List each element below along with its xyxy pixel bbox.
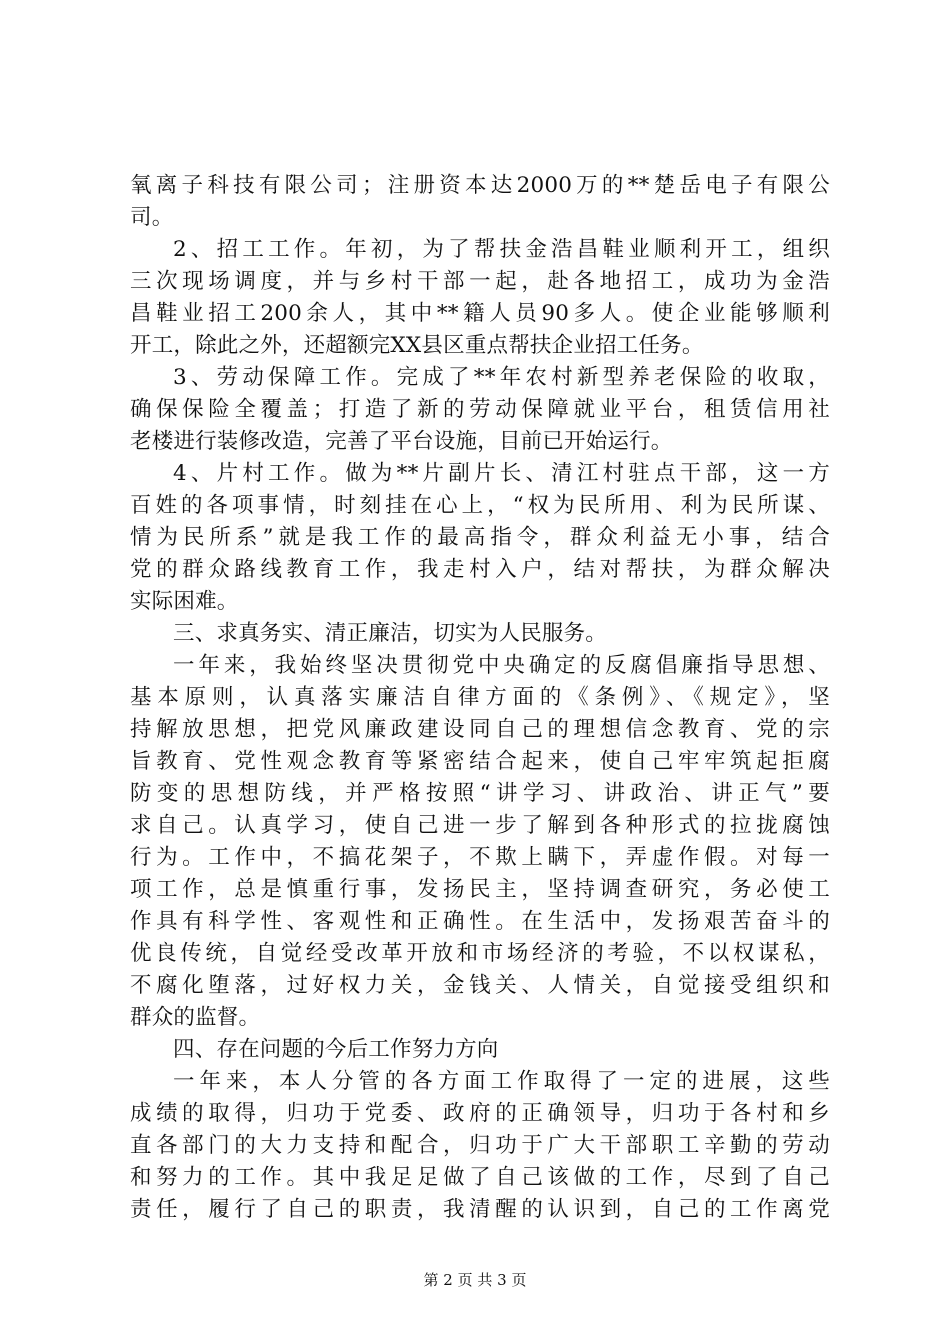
text-line: 三、求真务实、清正廉洁，切实为人民服务。 (173, 621, 608, 646)
text-line: 开工，除此之外，还超额完XX县区重点帮扶企业招工任务。 (130, 333, 704, 358)
text-line: 司。 (130, 205, 174, 230)
text-line: 确保保险全覆盖；打造了新的劳动保障就业平台，租赁信用社 (130, 397, 830, 422)
text-line: 直各部门的大力支持和配合，归功于广大干部职工辛勤的劳动 (130, 1133, 830, 1158)
text-line: 4、片村工作。做为**片副片长、清江村驻点干部，这一方 (173, 461, 830, 486)
text-line: 群众的监督。 (130, 1005, 261, 1030)
text-line: 行为。工作中，不搞花架子，不欺上瞒下，弄虚作假。对每一 (130, 845, 830, 870)
text-line: 求自己。认真学习，使自己进一步了解到各种形式的拉拢腐蚀 (130, 813, 830, 838)
text-line: 责任，履行了自己的职责，我清醒的认识到，自己的工作离党 (130, 1197, 830, 1222)
text-line: 党的群众路线教育工作，我走村入户，结对帮扶，为群众解决 (130, 557, 830, 582)
text-line: 优良传统，自觉经受改革开放和市场经济的考验，不以权谋私， (130, 941, 830, 966)
page-footer (0, 1270, 950, 1290)
text-line: 2、招工工作。年初，为了帮扶金浩昌鞋业顺利开工，组织 (173, 237, 830, 262)
page-number-label: 第 2 页 共 3 页 (423, 1271, 527, 1289)
text-line: 三次现场调度，并与乡村干部一起，赴各地招工，成功为金浩 (130, 269, 830, 294)
text-line: 四、存在问题的今后工作努力方向 (173, 1037, 499, 1062)
text-line: 不腐化堕落，过好权力关，金钱关、人情关，自觉接受组织和 (130, 973, 830, 998)
text-line: 一年来，本人分管的各方面工作取得了一定的进展，这些 (173, 1069, 830, 1094)
text-line: 成绩的取得，归功于党委、政府的正确领导，归功于各村和乡 (130, 1101, 830, 1126)
text-line: 氧离子科技有限公司；注册资本达2000万的**楚岳电子有限公 (130, 173, 830, 198)
text-line: 实际困难。 (130, 589, 239, 614)
text-line: 3、劳动保障工作。完成了**年农村新型养老保险的收取， (173, 365, 830, 390)
text-line: 昌鞋业招工200余人，其中**籍人员90多人。使企业能够顺利 (130, 301, 830, 326)
text-line: 一年来，我始终坚决贯彻党中央确定的反腐倡廉指导思想、 (173, 653, 830, 678)
text-line: 和努力的工作。其中我足足做了自己该做的工作，尽到了自己 (130, 1165, 830, 1190)
document-body (130, 170, 830, 1226)
text-line: 项工作，总是慎重行事，发扬民主，坚持调查研究，务必使工 (130, 877, 830, 902)
text-line: 基本原则，认真落实廉洁自律方面的《条例》、《规定》，坚 (130, 685, 830, 710)
text-line: 百姓的各项事情，时刻挂在心上，“权为民所用、利为民所谋、 (130, 493, 830, 518)
text-line: 情为民所系”就是我工作的最高指令，群众利益无小事，结合 (130, 525, 830, 550)
text-line: 防变的思想防线，并严格按照“讲学习、讲政治、讲正气”要 (130, 781, 830, 806)
text-line: 旨教育、党性观念教育等紧密结合起来，使自己牢牢筑起拒腐 (130, 749, 830, 774)
text-line: 老楼进行装修改造，完善了平台设施，目前已开始运行。 (130, 429, 673, 454)
text-line: 作具有科学性、客观性和正确性。在生活中，发扬艰苦奋斗的 (130, 909, 830, 934)
text-line: 持解放思想，把党风廉政建设同自己的理想信念教育、党的宗 (130, 717, 830, 742)
